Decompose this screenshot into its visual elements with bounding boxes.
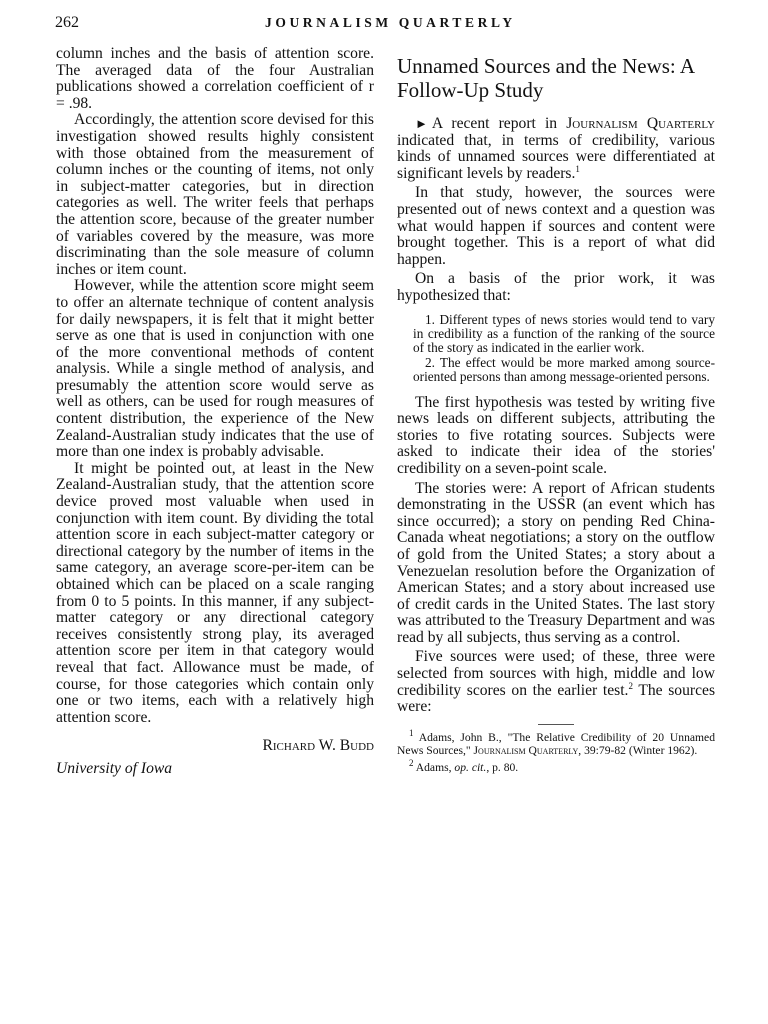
right-paragraph-2: In that study, however, the sources were presented out of news context and a question was what would happen if sources and content were brought together. This is a report of what did happen. (397, 184, 715, 268)
footnotes (397, 727, 715, 774)
left-paragraph-1: column inches and the basis of attention score. The averaged data of the four Australian publications showed a correlation coefficient of r = .98. (56, 45, 374, 112)
footnote-2-text-b: , p. 80. (486, 760, 519, 774)
footnote-1-text-b: , 39:79-82 (Winter 1962). (578, 743, 698, 757)
right-paragraph-5: The stories were: A report of African students demonstrating in the USSR (an event which has since occurred); a story on pending Red China-Canada wheat negotiations; a story on the outflow of gold from the United States; a story about a Venezuelan resolution before the Organization of American States; and a story about increased use of credit cards in the United States. The last story was attributed to the Treasury Department and was read by all subjects, thus serving as a control. (397, 479, 715, 646)
footnote-mark-2: 2 (409, 757, 414, 768)
author-signature: Richard W. Budd (262, 737, 374, 755)
hypothesis-2: 2. The effect would be more marked among source-oriented persons than among message-oriented persons. (413, 354, 715, 385)
arrow-icon: ► (415, 116, 428, 131)
left-paragraph-3: However, while the attention score might seem to offer an alternate technique of content analysis for daily newspapers, it is felt that it might better serve as one that is used in conjunction with one of the more conventional methods of content analysis. While a single method of analysis, and presumably the attention score would serve as well as others, can be used for rough measures of content distribution, the experience of the New Zealand-Australian study indicates that the use of more than one index is probably advisable. (56, 277, 374, 461)
article-title: Unnamed Sources and the News: A Follow-Up Study (397, 54, 694, 102)
right-paragraph-3: On a basis of the prior work, it was hypothesized that: (397, 270, 715, 304)
right-paragraph-6 (397, 649, 715, 715)
right-column (397, 46, 715, 774)
p6-end: The sources were: (397, 681, 716, 716)
left-paragraph-4: It might be pointed out, at least in the New Zealand-Australian study, that the attention score device proved most valuable when used in conjunction with item count. By dividing the total attention score in each subject-matter category or directional category by the number of items in the same category, an average score-per-item can be obtained which can be placed on a scale ranging from 0 to 5 points. In this manner, if any subject-matter category or any directional category receives consistently strong play, its averaged attention score per item in that category would reveal that fact. Allowance must be made, of course, for those categories which contain only one or two items, each with a relatively high attention score. (56, 459, 374, 726)
page-number: 262 (55, 14, 79, 31)
footnote-1 (397, 727, 715, 757)
right-lead-paragraph (397, 116, 715, 182)
author-affiliation: University of Iowa (56, 759, 173, 777)
hypothesis-1: 1. Different types of news stories would tend to vary in credibility as a function of the ranking of the source of the story as indicated in the earlier work. (413, 311, 715, 356)
page-header (55, 14, 715, 38)
left-paragraph-2: Accordingly, the attention score devised for this investigation showed results highly consistent with those obtained from the measurement of column inches or the counting of items, not only in subject-matter categories, but in direction categories as well. The writer feels that perhaps the attention score, because of the greater number of variables covered by the measure, was more discriminating than the sole measure of column inches or item count. (56, 111, 374, 278)
left-column (56, 46, 374, 778)
footnote-1-text-a: Adams, John B., "The Relative Credibility of 20 Unnamed News Sources," (397, 730, 715, 757)
footnote-2-italic: op. cit. (454, 760, 487, 774)
footnote-ref-2: 2 (628, 680, 633, 691)
footnote-mark-1: 1 (409, 727, 414, 738)
lead-text-b: indicated that, in terms of credibility, various kinds of unnamed sources were differentiated at significant levels by readers. (397, 131, 715, 182)
p6-text: Five sources were used; of these, three were selected from sources with high, middle and low credibility scores on the earlier test. (397, 648, 715, 699)
running-head: JOURNALISM QUARTERLY (265, 15, 516, 30)
footnote-1-journal: Journalism Quarterly (473, 743, 579, 757)
footnote-divider (538, 724, 574, 725)
footnote-2-text-a: Adams, (415, 760, 455, 774)
hypothesis-list (413, 313, 715, 385)
lead-text-a: A recent report in (431, 115, 567, 132)
right-paragraph-4: The first hypothesis was tested by writing five news leads on different subjects, attributing the stories to five rotating sources. Subjects were asked to indicate their idea of the stories' credibility on a seven-point scale. (397, 393, 715, 477)
footnote-2 (397, 757, 715, 774)
lead-journal-name: Journalism Quarterly (566, 115, 715, 132)
footnote-ref-1: 1 (575, 163, 580, 174)
